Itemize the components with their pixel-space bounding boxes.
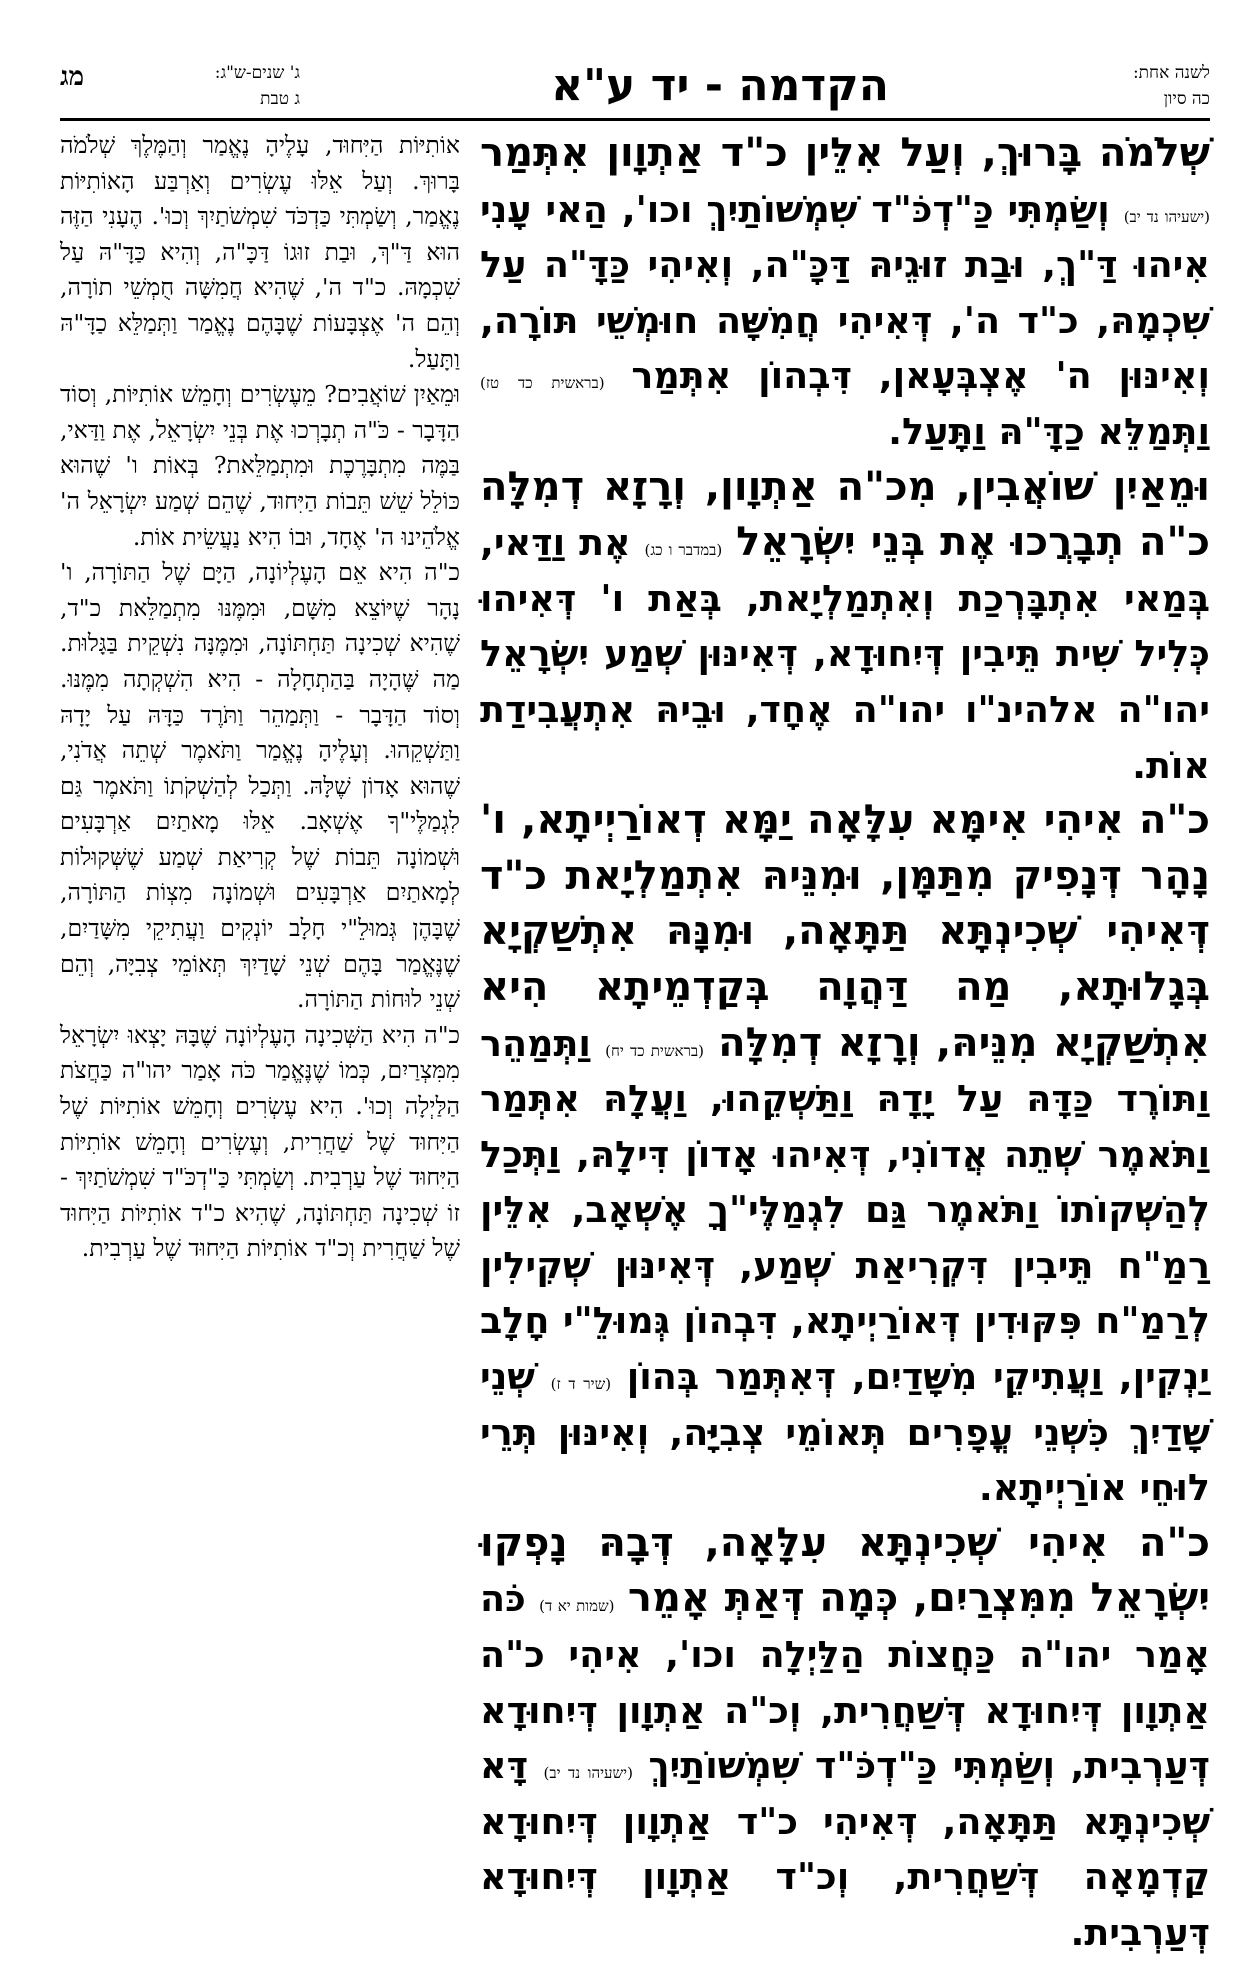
commentary-column — [60, 128, 460, 1848]
schedule-one-year-label: לשנה אחת: — [1132, 63, 1210, 83]
citation-numbers: (במדבר ו כג) — [644, 541, 723, 560]
schedule-three-year-label: ג' שנים-ש"ג: — [214, 63, 300, 83]
page-number: מג — [60, 62, 84, 92]
main-p4-end: דָּא שְׁכִינְתָּא תַּתָּאָה, דְּאִיהִי כ"ד אַתְוָון דְּיִחוּדָא קַדְמָאָה דְּשַׁחֲרִית, וְכ"ד אַתְוָון דְּיִחוּדָא דְּעַרְבִית. — [480, 1744, 1210, 1954]
commentary-paragraph-4: כ"ה הִיא הַשְּׁכִינָה הָעֶלְיוֹנָה שֶׁבָּהּ יָצְאוּ יִשְׂרָאֵל מִמִּצְרַיִם, כְּמוֹ שֶׁנֶּאֱמַר כֹּה אָמַר יהו"ה כַּחֲצֹת הַלַּיְלָה וְכוּ'. הִיא עֶשְׂרִים וְחָמֵשׁ אוֹתִיּוֹת שֶׁל הַיִּחוּד שֶׁל שַׁחֲרִית, וְעֶשְׂרִים וְחָמֵשׁ אוֹתִיּוֹת הַיִּחוּד שֶׁל עַרְבִית. וְשַׂמְתִּי כַּ"דְכֹּ"ד שִׁמְשֹׁתַיִךְ - זוֹ שְׁכִינָה תַּחְתּוֹנָה, שֶׁהִיא כ"ד אוֹתִיּוֹת הַיִּחוּד שֶׁל שַׁחֲרִית וְכ"ד אוֹתִיּוֹת הַיִּחוּד שֶׁל עַרְבִית. — [60, 1020, 460, 1263]
main-p3-body: וַתְּמַהֵר וַתּוֹרֶד כַּדָּהּ עַל יָדָהּ וַתַּשְׁקֵהוּ, וַעֲלָהּ אִתְּמַר וַתֹּאמֶר שְׁתֵה אֲדוֹנִי, דְּאִיהוּ אָדוֹן דִּילָהּ, וַתְּכַל לְהַשְׁקוֹתוֹ וַתֹּאמֶר גַּם לִגְמַלֶּי"ךָ אֶשְׁאָב, אִלֵּין רַמַ"ח תֵּיבִין דִּקְרִיאַת שְׁמַע, דְּאִינּוּן שְׁקִילִין לְרַמַ"ח פִּקּוּדִין דְּאוֹרַיְיתָא, דִּבְהוֹן גְּמוּלֵ"י חָלָב יַנְקִין, וַעֲתִיקֵי מִשָּׁדַיִם, דְּאִתְּמַר בְּהוֹן — [480, 1021, 1211, 1399]
main-p4-opening: כ"ה אִיהִי שְׁכִינְתָּא עִלָּאָה, דְּבָהּ נָפְקוּ יִשְׂרָאֵל מִמִּצְרַיִם, כְּמָה דְּאַתְּ אָמֵר — [480, 1519, 1211, 1622]
schedule-one-year-date: כה סיון — [1163, 89, 1210, 109]
main-p2-body: אֶת וַדַּאי, בְּמַאי אִתְבָּרְכַת וְאִתְמַלְיָאת, בְּאַת ו' דְּאִיהוּ כְּלִיל שִׁית תֵּיבִין דְּיִחוּדָא, דְּאִינּוּן שְׁמַע יִשְׂרָאֵל יהו"ה אלהינ"ו יהו"ה אֶחָד, וּבֵיהּ אִתְעֲבִידַת אוֹת. — [480, 521, 1210, 787]
citation-isaiah-2: (ישעיהו נד יב) — [543, 1764, 633, 1783]
main-p4-body: כֹּה אָמַר יהו"ה כַּחֲצוֹת הַלַּיְלָה וכו', אִיהִי כ"ה אַתְוָון דְּיִחוּדָא דְּשַׁחֲרִית, וְכ"ה אַתְוָון דְּיִחוּדָא דְּעַרְבִית, וְשַׂמְתִּי כַּ"דְכֹּ"ד שִׁמְשׁוֹתַיִךְ — [480, 1577, 1210, 1788]
citation-genesis-2: (בראשית כד יח) — [605, 1041, 704, 1060]
citation-exodus: (שמות יא ד) — [539, 1597, 615, 1616]
main-paragraph-2 — [480, 460, 1210, 794]
main-p1-end: וַתְּמַלֵּא כַדָּ"הּ וַתָּעַל. — [888, 409, 1210, 453]
study-schedule-one-year — [1133, 60, 1210, 112]
main-text-column — [480, 126, 1211, 1954]
main-paragraph-1 — [480, 126, 1210, 460]
citation-genesis-1: (בראשית כד טז) — [480, 374, 605, 393]
main-p1-opening: שְׁלֹמֹה בָּרוּךְ, וְעַל אִלֵּין כ"ד אַתְוָון אִתְּמַר — [480, 130, 1210, 176]
main-p2-opening: וּמֵאַיִן שׁוֹאֲבִין, מִכ"ה אַתְוָון, וְרָזָא דְמִלָּה כ"ה תְבָרֲכוּ אֶת בְּנֵי יִשְׂרָאֵל — [480, 463, 1210, 566]
citation-isaiah-1: (ישעיהו נד יב) — [1123, 207, 1210, 226]
main-p3-end: שְׁנֵי שָׁדַיִךְ כִּשְׁנֵי עֳפָרִים תְּאוֹמֵי צְבִיָּה, וְאִינּוּן תְּרֵי לוּחֵי אוֹרַיְיתָא. — [480, 1355, 1210, 1510]
schedule-three-year-date: ג טבת — [260, 89, 300, 109]
page-title: הקדמה - יד ע"א — [551, 60, 889, 111]
commentary-paragraph-1: אוֹתִיּוֹת הַיִּחוּד, עָלֶיהָ נֶאֱמַר וְהַמֶּלֶךְ שְׁלֹמֹה בָּרוּךְ. וְעַל אֵלּוּ עֶשְׂרִים וְאַרְבַּע הָאוֹתִיּוֹת נֶאֱמַר, וְשַׂמְתִּי כַּדְכֹּד שִׁמְשֹׁתַיִךְ וְכוּ'. הֶעָנִי הַזֶּה הוּא דַּ"ךְ, וּבַת זוּגוֹ דַּכָּ"ה, וְהִיא כַּדָּ"הּ עַל שִׁכְמָהּ. כ"ד ה', שֶׁהִיא חֲמִשָּׁה חֻמְשֵׁי תוֹרָה, וְהֵם ה' אֶצְבָּעוֹת שֶׁבָּהֶם נֶאֱמַר וַתְּמַלֵּא כַדָּ"הּ וַתָּעַל. — [60, 131, 460, 373]
main-paragraph-4 — [480, 1516, 1210, 1961]
commentary-paragraph-2: וּמֵאַיִן שׁוֹאֲבִים? מֵעֶשְׂרִים וְחָמֵשׁ אוֹתִיּוֹת, וְסוֹד הַדָּבָר - כֹּ"ה תְבָרְכוּ אֶת בְּנֵי יִשְׂרָאֵל, אֶת וַדַּאי, בַּמֶּה מִתְבָּרֶכֶת וּמִתְמַלֵּאת? בְּאוֹת ו' שֶׁהוּא כּוֹלֵל שֵׁשׁ תֵּבוֹת הַיִּחוּד, שֶׁהֵם שְׁמַע יִשְׂרָאֵל ה' אֱלֹהֵינוּ ה' אֶחָד, וּבוֹ הִיא נַעֲשֵׂית אוֹת. — [60, 380, 460, 551]
header-divider — [60, 118, 1210, 121]
page-header — [60, 58, 1210, 120]
citation-song-of-songs: (שיר ד ז) — [550, 1375, 612, 1394]
commentary-paragraph-3: כ"ה הִיא אֵם הָעֶלְיוֹנָה, הַיָּם שֶׁל הַתּוֹרָה, ו' נָהָר שֶׁיּוֹצֵא מִשָּׁם, וּמִמֶּנּוּ מִתְמַלֵּאת כ"ד, שֶׁהִיא שְׁכִינָה תַּחְתּוֹנָה, וּמִמֶּנָּה נִשְׁקֵית בַּגָּלוּת. מַה שֶּׁהָיָה בַּהַתְחָלָה - הִיא הִשְׁקְתָה מִמֶּנּוּ. וְסוֹד הַדָּבָר - וַתְּמַהֵר וַתֹּרֶד כַּדָּהּ עַל יָדָהּ וַתַּשְׁקֵהוּ. וְעָלֶיהָ נֶאֱמַר וַתֹּאמֶר שְׁתֵה אֲדֹנִי, שֶׁהוּא אָדוֹן שֶׁלָּהּ. וַתְּכַל לְהַשְׁקֹתוֹ וַתֹּאמֶר גַּם לִגְמַלֶּי"ךָ אֶשְׁאָב. אֵלּוּ מָאתַיִם אַרְבָּעִים וּשְׁמוֹנָה תֵּבוֹת שֶׁל קְרִיאַת שְׁמַע שֶׁשְּׁקוּלוֹת לְמָאתַיִם אַרְבָּעִים וּשְׁמוֹנָה מִצְוֹת הַתּוֹרָה, שֶׁבָּהֶן גְּמוּלֵ"י חָלָב יוֹנְקִים וַעֲתִיקֵי מִשָּׁדַיִם, שֶׁנֶּאֱמַר בָּהֶם שְׁנֵי שָׁדַיִךְ תְּאוֹמֵי צְבִיָּה, וְהֵם שְׁנֵי לוּחוֹת הַתּוֹרָה. — [60, 558, 460, 1014]
main-p3-opening: כ"ה אִיהִי אִימָּא עִלָּאָה יַמָּא דְאוֹרַיְיתָא, ו' נָהָר דְּנָפִיק מִתַּמָּן, וּמִנֵּיהּ אִתְמַלְיָאת כ"ד דְּאִיהִי שְׁכִינְתָּא תַּתָּאָה, וּמִנָּהּ אִתְשַׁקְיָא בְּגָלוּתָא, מַה דַּהֲוָה בְּקַדְמֵיתָא הִיא אִתְשַׁקְיָא מִנֵּיהּ, וְרָזָא דְמִלָּה — [480, 797, 1210, 1066]
main-p1-body: וְשַׂמְתִּי כַּ"דְכֹּ"ד שִׁמְשׁוֹתַיִךְ וכו', הַאי עָנִי אִיהוּ דַּ"ךְ, וּבַת זוּגֵיהּ דַּכָּ"ה, וְאִיהִי כַּדָּ"ה עַל שִׁכְמָהּ, כ"ד ה', דְּאִיהִי חֲמִשָּׁה חוּמְשֵׁי תּוֹרָה, וְאִינּוּן ה' אֶצְבְּעָאן, דִּבְהוֹן אִתְּמַר — [480, 187, 1210, 398]
main-paragraph-3 — [480, 793, 1210, 1516]
